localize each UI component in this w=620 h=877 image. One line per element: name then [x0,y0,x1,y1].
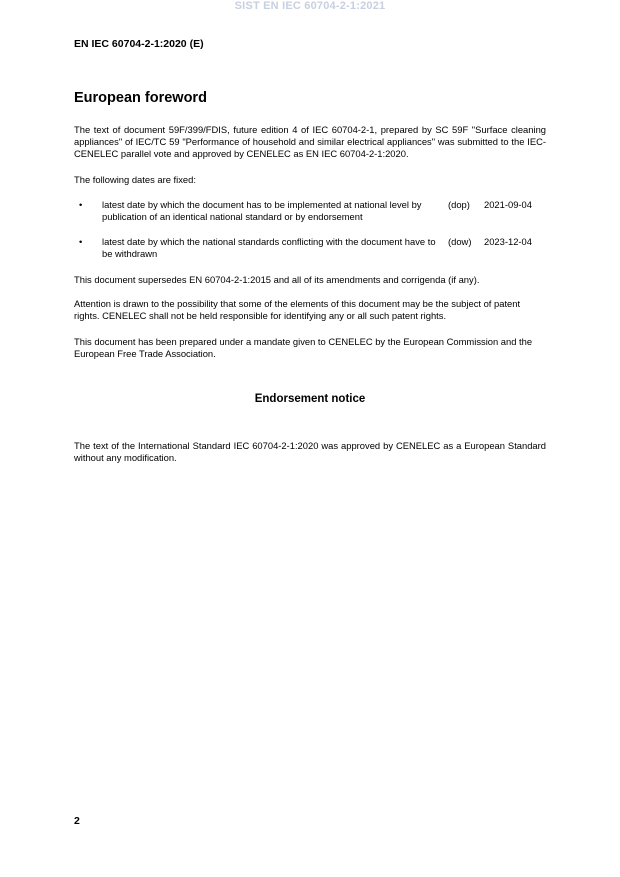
foreword-intro: The text of document 59F/399/FDIS, future edition 4 of IEC 60704-2-1, prepared by SC 59F "Surface cleaning appliances" of IEC/TC 59 "Performance of household and similar electrical appliances" was submitted to the IEC-CENELEC parallel vote and approved by CENELEC as EN IEC 60704-2-1:2020. [74,124,546,159]
bullet-icon: • [79,199,83,210]
date-item-text: latest date by which the document has to be implemented at national level by publication of an identical national standard or by endorsement [102,199,422,222]
date-item-date: 2021-09-04 [484,199,532,210]
document-id: EN IEC 60704-2-1:2020 (E) [74,38,204,50]
mandate-paragraph: This document has been prepared under a mandate given to CENELEC by the European Commission and the European Free Trade Association. [74,336,533,359]
watermark: SIST EN IEC 60704-2-1:2021 [234,0,386,12]
date-item-text: latest date by which the national standards conflicting with the document have to be withdrawn [102,236,436,259]
patent-paragraph: Attention is drawn to the possibility that some of the elements of this document may be the subject of patent rights. CENELEC shall not be held responsible for identifying any or all such patent rights. [74,298,521,321]
dates-intro: The following dates are fixed: [74,174,196,185]
date-item-dop [74,199,546,223]
endorsement-text: The text of the International Standard IEC 60704-2-1:2020 was approved by CENELEC as a European Standard without any modification. [74,440,546,463]
date-item-code: (dop) [448,199,470,210]
foreword-heading: European foreword [74,90,207,106]
bullet-icon: • [79,236,83,247]
page-number: 2 [74,815,80,827]
date-item-dow [74,236,546,260]
date-item-date: 2023-12-04 [484,236,532,247]
supersedes-paragraph: This document supersedes EN 60704-2-1:2015 and all of its amendments and corrigenda (if any). [74,274,480,285]
date-item-code: (dow) [448,236,472,247]
endorsement-heading: Endorsement notice [254,393,366,405]
